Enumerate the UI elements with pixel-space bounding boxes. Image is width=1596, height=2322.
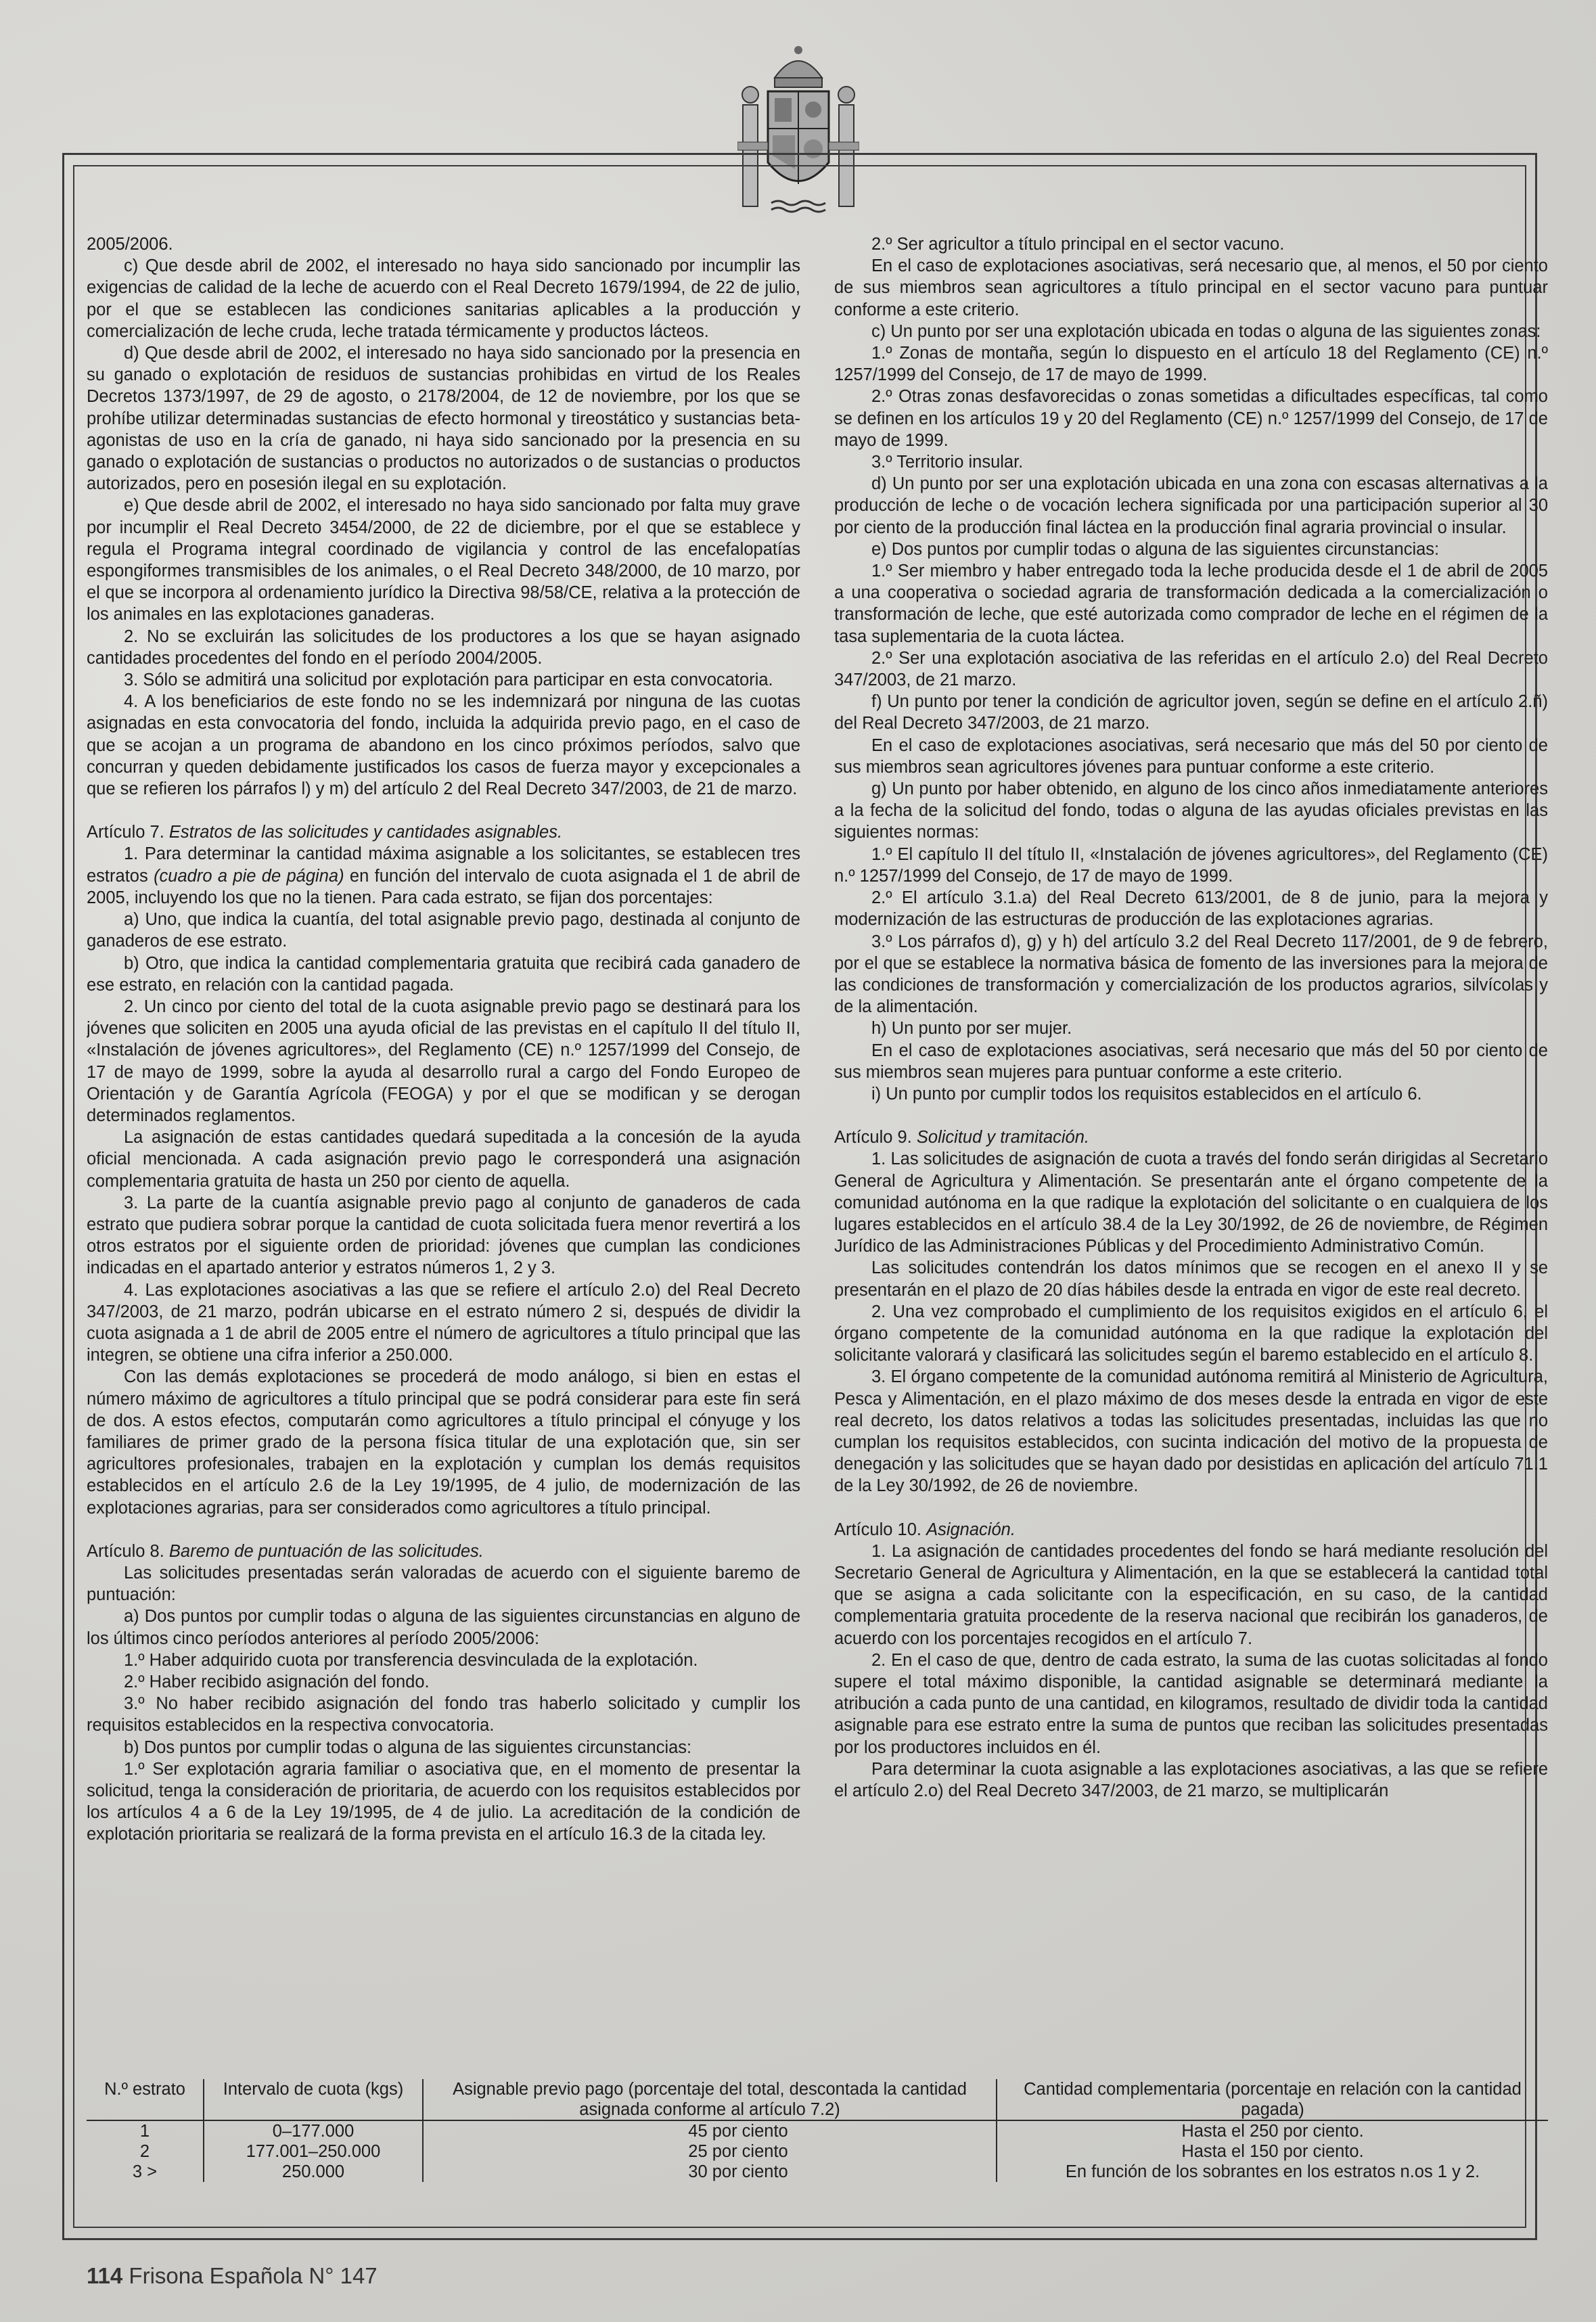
right-column	[834, 233, 1548, 2050]
table-cell: 0–177.000	[204, 2120, 423, 2141]
paragraph: h) Un punto por ser mujer.	[871, 1019, 1072, 1039]
paragraph: Con las demás explotaciones se procederá de modo análogo, si bien en estas el número máximo de agricultores a título principal que se podrá considerar para este fin será de dos. A estos efectos, computarán como agricultores a título principal el cónyuge y los familiares de primer grado de la persona física titular de una explotación que, sin ser agricultores profesionales, trabajen en la explotación y cumplan los demás requisitos establecidos en el artículo 2.6 de la Ley 19/1995, de 4 julio, de modernización de las explotaciones agrarias, para ser considerados como agricultores a título principal.	[87, 1367, 800, 1518]
page-number: 114	[87, 2263, 123, 2288]
paragraph: En el caso de explotaciones asociativas, será necesario que más del 50 por ciento de sus miembros sean mujeres para puntuar conforme a este criterio.	[834, 1041, 1548, 1082]
table-row	[87, 2141, 1548, 2162]
paragraph: 1. Las solicitudes de asignación de cuota a través del fondo serán dirigidas al Secretario General de Agricultura y Alimentación. Se presentarán ante el órgano competente de la comunidad autónoma en la que radique la explotación del solicitante o en cualquiera de los lugares establecidos en el artículo 38.4 de la Ley 30/1992, de 26 de noviembre, de Régimen Jurídico de las Administraciones Públicas y del Procedimiento Administrativo Común.	[834, 1149, 1548, 1256]
paragraph: e) Que desde abril de 2002, el interesado no haya sido sancionado por falta muy grave por incumplir el Real Decreto 3454/2000, de 22 de diciembre, por el que se establece y regula el Programa integral coordinado de vigilancia y control de las encefalopatías espongiformes transmisibles de los animales, o el Real Decreto 348/2000, de 10 marzo, por el que se incorpora al ordenamiento jurídico la Directiva 98/58/CE, relativa a la protección de los animales en las explotaciones ganaderas.	[87, 496, 800, 624]
paragraph: 2. No se excluirán las solicitudes de los productores a los que se hayan asignado cantidades procedentes del fondo en el período 2004/2005.	[87, 627, 800, 668]
paragraph: 1. La asignación de cantidades procedentes del fondo se hará mediante resolución del Secretario General de Agricultura y Alimentación, en la que se establecerá la cantidad total que se asigna a cada solicitante con la especificación, en su caso, de la cantidad complementaria gratuita procedente de la reserva nacional que recibirán los ganaderos, de acuerdo con los porcentajes recogidos en el artículo 7.	[834, 1541, 1548, 1648]
text-segment: en función del intervalo de cuota asignada el 1 de abril de 2005, incluyendo los que no la tienen. Para cada estrato, se fijan dos porcentajes:	[87, 866, 800, 907]
paragraph: a) Dos puntos por cumplir todas o alguna de las siguientes circunstancias en alguno de los últimos cinco períodos anteriores al período 2005/2006:	[87, 1607, 800, 1648]
table-cell: Hasta el 250 por ciento.	[1181, 2122, 1364, 2141]
table-cell: 2	[87, 2141, 204, 2162]
article-label: Artículo 8.	[87, 1541, 169, 1561]
list-item: 1.º Haber adquirido cuota por transferencia desvinculada de la explotación.	[124, 1650, 698, 1670]
paragraph: c) Un punto por ser una explotación ubicada en todas o alguna de las siguientes zonas:	[871, 321, 1541, 341]
table-header: N.º estrato	[87, 2079, 204, 2120]
paragraph: En el caso de explotaciones asociativas, será necesario que, al menos, el 50 por ciento de sus miembros sean agricultores a título principal en el sector vacuno para puntuar conforme a este criterio.	[834, 256, 1548, 319]
table-header-row	[87, 2079, 1548, 2120]
table-cell: 250.000	[204, 2162, 423, 2182]
list-item: 1.º Ser miembro y haber entregado toda la leche producida desde el 1 de abril de 2005 a una cooperativa o sociedad agraria de transformación dedicada a la comercialización o transformación de leche, que esté autorizada como comprador de leche en el régimen de la tasa suplementaria de la cuota láctea.	[834, 562, 1548, 646]
text-segment-italic: (cuadro a pie de página)	[154, 866, 344, 886]
paragraph: b) Otro, que indica la cantidad complementaria gratuita que recibirá cada ganadero de ese estrato, en relación con la cantidad pagada.	[87, 953, 800, 995]
paragraph: 2005/2006.	[87, 235, 173, 254]
paragraph: 4. A los beneficiarios de este fondo no se les indemnizará por ninguna de las cuotas asignadas en esta convocatoria del fondo, incluida la adquirida previo pago, en el caso de que se acojan a un programa de abandono en los cinco próximos períodos, salvo que concurran y queden debidamente justificados los casos de fuerza mayor y excepcionales a que se refieren los párrafos l) y m) del artículo 2 del Real Decreto 347/2003, de 21 de marzo.	[87, 692, 800, 799]
table-cell: En función de los sobrantes en los estratos n.os 1 y 2.	[1065, 2162, 1480, 2181]
paragraph: 2. En el caso de que, dentro de cada estrato, la suma de las cuotas solicitadas al fondo supere el total máximo disponible, la cantidad asignable se determinará mediante la atribución a cada punto de una cantidad, en kilogramos, resultado de dividir toda la cantidad asignable para ese estrato entre la suma de puntos que reciban las solicitudes presentadas por los productores incluidos en él.	[834, 1650, 1548, 1757]
paragraph: Las solicitudes contendrán los datos mínimos que se recogen en el anexo II y se presentarán en el plazo de 20 días hábiles desde la entrada en vigor de este real decreto.	[834, 1258, 1548, 1300]
paragraph: i) Un punto por cumplir todos los requisitos establecidos en el artículo 6.	[871, 1084, 1422, 1103]
table-row	[87, 2162, 1548, 2182]
table-cell: Hasta el 150 por ciento.	[1181, 2142, 1364, 2161]
list-item: 3.º Los párrafos d), g) y h) del artículo 3.2 del Real Decreto 117/2001, de 9 de febrero, por el que se establece la normativa básica de fomento de las inversiones para la mejora de las condiciones de transformación y comercialización de los productos agrarios, silvícolas y de la alimentación.	[834, 932, 1548, 1017]
list-item: 1.º Zonas de montaña, según lo dispuesto en el artículo 18 del Reglamento (CE) n.º 1257/1999 del Consejo, de 17 de mayo de 1999.	[834, 344, 1548, 385]
table-row	[87, 2120, 1548, 2141]
article-9-heading	[834, 1126, 1548, 1148]
article-label: Artículo 10.	[834, 1520, 927, 1539]
text-segment: 1. Para determinar la cantidad máxima asignable a los solicitantes, se establecen tres estratos	[87, 844, 800, 886]
list-item: 2.º El artículo 3.1.a) del Real Decreto 613/2001, de 8 de junio, para la mejora y modernización de las estructuras de producción de las explotaciones agrarias.	[834, 888, 1548, 930]
paragraph: 2. Un cinco por ciento del total de la cuota asignable previo pago se destinará para los jóvenes que soliciten en 2005 una ayuda oficial de las previstas en el capítulo II del título II, «Instalación de jóvenes agricultores», del Reglamento (CE) n.º 1257/1999 del Consejo, de 17 de mayo de 1999, sobre la ayuda al desarrollo rural a cargo del Fondo Europeo de Orientación y de Garantía Agrícola (FEOGA) y por el que se modifican y se derogan determinados reglamentos.	[87, 997, 800, 1125]
table-cell: 30 por ciento	[423, 2162, 997, 2182]
article-label: Artículo 7.	[87, 823, 169, 842]
paragraph: g) Un punto por haber obtenido, en alguno de los cinco años inmediatamente anteriores a la fecha de la solicitud del fondo, todas o alguna de las ayudas oficiales previstas en las siguientes normas:	[834, 779, 1548, 842]
article-10-heading	[834, 1519, 1548, 1541]
article-7-heading	[87, 821, 800, 843]
list-item: 3.º Territorio insular.	[871, 453, 1024, 472]
list-item: 3.º No haber recibido asignación del fondo tras haberlo solicitado y cumplir los requisitos establecidos en la respectiva convocatoria.	[87, 1694, 800, 1735]
table-cell: 3 >	[87, 2162, 204, 2182]
list-item: 2.º Ser agricultor a título principal en el sector vacuno.	[871, 235, 1285, 254]
article-label: Artículo 9.	[834, 1128, 917, 1147]
publication-name: Frisona Española N° 147	[129, 2263, 378, 2288]
paragraph: d) Un punto por ser una explotación ubicada en una zona con escasas alternativas a la producción de leche o de vocación lechera significada por una participación superior al 30 por ciento de la producción final láctea en la producción final agraria provincial o insular.	[834, 474, 1548, 537]
article-8-heading	[87, 1541, 800, 1562]
article-title: Asignación.	[926, 1520, 1016, 1539]
paragraph: 2. Una vez comprobado el cumplimiento de los requisitos exigidos en el artículo 6, el órgano competente de la comunidad autónoma en la que radique la explotación del solicitante valorará y clasificará las solicitudes según el baremo establecido en el artículo 8.	[834, 1302, 1548, 1365]
paragraph: 4. Las explotaciones asociativas a las que se refiere el artículo 2.o) del Real Decreto 347/2003, de 21 marzo, podrán ubicarse en el estrato número 2 si, después de dividir la cuota asignada a 1 de abril de 2005 entre el número de agricultores a título principal que las integren, se obtiene una cifra inferior a 250.000.	[87, 1280, 800, 1365]
article-title: Baremo de puntuación de las solicitudes.	[168, 1541, 484, 1561]
table-header: Intervalo de cuota (kgs)	[204, 2079, 423, 2120]
paragraph: a) Uno, que indica la cuantía, del total asignable previo pago, destinada al conjunto de ganaderos de ese estrato.	[87, 910, 800, 951]
table-header: Asignable previo pago (porcentaje del total, descontada la cantidad asignada conforme al artículo 7.2)	[423, 2079, 997, 2120]
table-cell: 25 por ciento	[423, 2141, 997, 2162]
paragraph: 3. El órgano competente de la comunidad autónoma remitirá al Ministerio de Agricultura, Pesca y Alimentación, en el plazo máximo de dos meses desde la entrada en vigor de este real decreto, los datos relativos a todas las solicitudes presentadas, incluidas las que no cumplan los requisitos establecidos, con sucinta indicación del motivo de la propuesta de denegación y las solicitudes que se hayan dado por desistidas en aplicación del artículo 71.1 de la Ley 30/1992, de 26 de noviembre.	[834, 1367, 1548, 1496]
paragraph: 3. La parte de la cuantía asignable previo pago al conjunto de ganaderos de cada estrato que pudiera sobrar porque la cantidad de cuota solicitada fuera menor revertirá a los otros estratos por el siguiente orden de prioridad: jóvenes que cumplan las condiciones indicadas en el apartado anterior y estratos números 1, 2 y 3.	[87, 1193, 800, 1278]
table-cell: 1	[87, 2120, 204, 2141]
paragraph: Para determinar la cuota asignable a las explotaciones asociativas, a las que se refiere el artículo 2.o) del Real Decreto 347/2003, de 21 marzo, se multiplicarán	[834, 1759, 1548, 1801]
paragraph: d) Que desde abril de 2002, el interesado no haya sido sancionado por la presencia en su ganado o explotación de residuos de sustancias prohibidas en virtud de los Reales Decretos 1373/1997, de 29 de agosto, o 2178/2004, de 12 de noviembre, por los que se prohíbe utilizar determinadas sustancias de efecto hormonal y tireostático y sustancias beta-agonistas de uso en la cría de ganado, ni haya sido sancionado por la presencia en su ganado o explotación de sustancias o productos no autorizados o de sustancias o productos autorizados, pero en posesión ilegal en su explotación.	[87, 344, 800, 494]
table-header: Cantidad complementaria (porcentaje en relación con la cantidad pagada)	[997, 2079, 1548, 2120]
strata-table	[87, 2079, 1548, 2198]
list-item: 2.º Haber recibido asignación del fondo.	[124, 1672, 430, 1691]
list-item: 2.º Otras zonas desfavorecidas o zonas sometidas a dificultades específicas, tal como se definen en los artículos 19 y 20 del Reglamento (CE) n.º 1257/1999 del Consejo, de 17 de mayo de 1999.	[834, 387, 1548, 450]
paragraph: Las solicitudes presentadas serán valoradas de acuerdo con el siguiente baremo de puntuación:	[87, 1563, 800, 1605]
paragraph: f) Un punto por tener la condición de agricultor joven, según se define en el artículo 2.ñ) del Real Decreto 347/2003, de 21 marzo.	[834, 692, 1548, 733]
list-item: 1.º El capítulo II del título II, «Instalación de jóvenes agricultores», del Reglamento (CE) n.º 1257/1999 del Consejo, de 17 de mayo de 1999.	[834, 844, 1548, 886]
list-item: 1.º Ser explotación agraria familiar o asociativa que, en el momento de presentar la solicitud, tenga la consideración de prioritaria, de acuerdo con los requisitos establecidos por los artículos 4 a 6 de la Ley 19/1995, de 4 de julio. La acreditación de la condición de explotación prioritaria se realizará de la forma prevista en el artículo 16.3 de la citada ley.	[87, 1759, 800, 1844]
page-footer	[87, 2263, 378, 2289]
paragraph: En el caso de explotaciones asociativas, será necesario que más del 50 por ciento de sus miembros sean agricultores jóvenes para puntuar conforme a este criterio.	[834, 735, 1548, 777]
paragraph: 3. Sólo se admitirá una solicitud por explotación para participar en esta convocatoria.	[124, 670, 773, 690]
paragraph: e) Dos puntos por cumplir todas o alguna de las siguientes circunstancias:	[871, 539, 1440, 559]
paragraph	[87, 843, 800, 909]
table-cell: 45 por ciento	[423, 2120, 997, 2141]
article-title: Solicitud y tramitación.	[916, 1128, 1089, 1147]
left-column	[87, 233, 800, 2050]
list-item: 2.º Ser una explotación asociativa de las referidas en el artículo 2.o) del Real Decreto 347/2003, de 21 marzo.	[834, 648, 1548, 690]
paragraph: La asignación de estas cantidades quedará supeditada a la concesión de la ayuda oficial mencionada. A cada asignación previo pago le corresponderá una asignación complementaria gratuita de hasta un 250 por ciento de aquella.	[87, 1128, 800, 1191]
table-cell: 177.001–250.000	[204, 2141, 423, 2162]
article-title: Estratos de las solicitudes y cantidades asignables.	[168, 823, 563, 842]
paragraph: c) Que desde abril de 2002, el interesado no haya sido sancionado por incumplir las exigencias de calidad de la leche de acuerdo con el Real Decreto 1679/1994, de 22 de julio, por el que se establecen las condiciones sanitarias aplicables a la producción y comercialización de leche cruda, leche tratada térmicamente y productos lácteos.	[87, 256, 800, 341]
paragraph: b) Dos puntos por cumplir todas o alguna de las siguientes circunstancias:	[124, 1737, 692, 1757]
